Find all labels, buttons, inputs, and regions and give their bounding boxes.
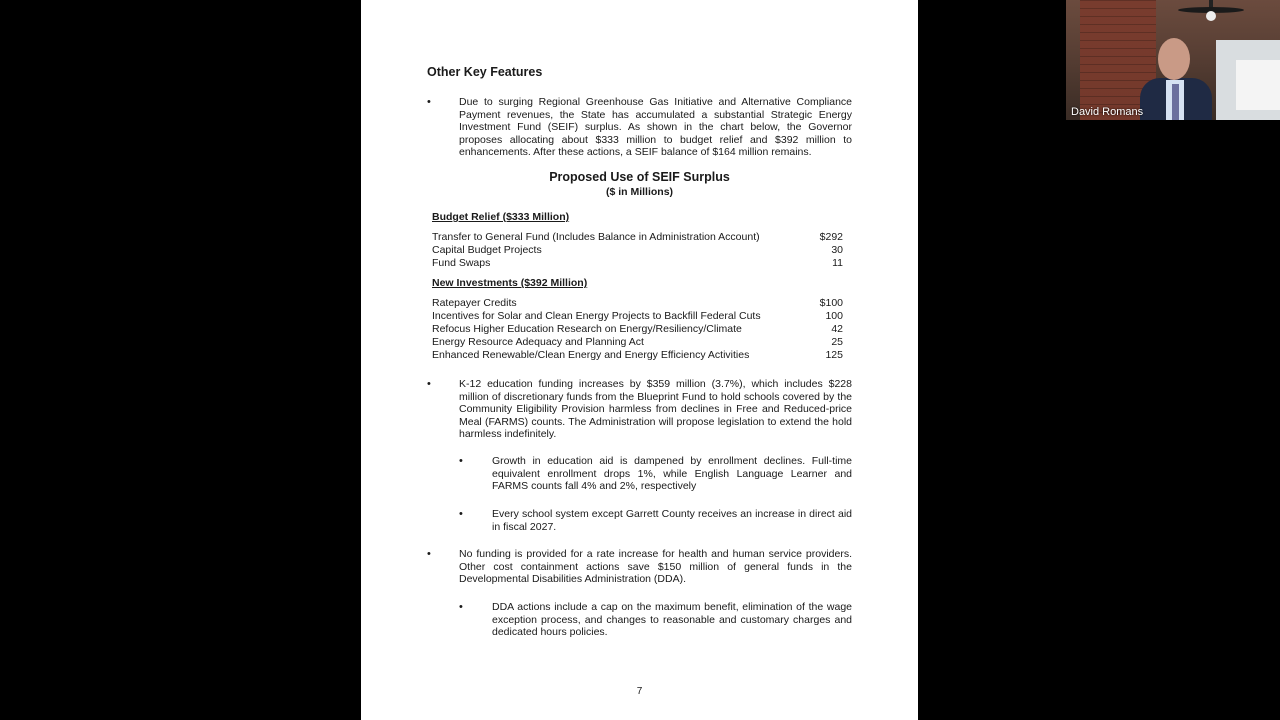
row-value: 25: [831, 336, 843, 348]
funding-paragraph: No funding is provided for a rate increase for health and human service providers. Other cost containment actions save $150 million of general funds in the Developmental Disabilities Administration (DDA).: [459, 548, 852, 586]
table-row: [432, 336, 843, 348]
participant-head: [1158, 38, 1190, 80]
participant-name: David Romans: [1071, 106, 1144, 118]
k12-sub-paragraph-1: Growth in education aid is dampened by enrollment declines. Full-time equivalent enrollment drops 1%, while English Language Learner and FARMS counts fall 4% and 2%, respectively: [492, 455, 852, 493]
row-label: Transfer to General Fund (Includes Balance in Administration Account): [432, 231, 760, 243]
bullet-marker: •: [427, 96, 431, 108]
row-value: 30: [831, 244, 843, 256]
row-value: $292: [819, 231, 843, 243]
bullet-marker: •: [459, 601, 463, 613]
row-value: 100: [825, 310, 843, 322]
seif-paragraph: Due to surging Regional Greenhouse Gas Initiative and Alternative Compliance Payment revenues, the State has accumulated a substantial Strategic Energy Investment Fund (SEIF) surplus. As shown in the chart below, the Governor proposes allocating about $333 million to budget relief and $392 million to enhancements. After these actions, a SEIF balance of $164 million remains.: [459, 96, 852, 159]
document-page: [361, 0, 918, 720]
table-row: [432, 257, 843, 269]
row-value: 42: [831, 323, 843, 335]
k12-sub-paragraph-2: Every school system except Garrett County receives an increase in direct aid in fiscal 2027.: [492, 508, 852, 533]
row-label: Incentives for Solar and Clean Energy Projects to Backfill Federal Cuts: [432, 310, 761, 322]
table-row: [432, 231, 843, 243]
new-investments-heading: New Investments ($392 Million): [432, 277, 588, 289]
page-number: 7: [636, 686, 643, 697]
row-label: Energy Resource Adequacy and Planning Act: [432, 336, 644, 348]
row-label: Ratepayer Credits: [432, 297, 517, 309]
bullet-marker: •: [459, 455, 463, 467]
row-value: 11: [832, 257, 843, 269]
participant-tie: [1172, 84, 1179, 120]
row-label: Enhanced Renewable/Clean Energy and Energy Efficiency Activities: [432, 349, 750, 361]
budget-relief-heading: Budget Relief ($333 Million): [432, 211, 570, 223]
bullet-marker: •: [427, 378, 431, 390]
table-title: Proposed Use of SEIF Surplus: [549, 170, 730, 184]
window-light: [1236, 60, 1280, 110]
row-value: $100: [819, 297, 843, 309]
ceiling-fan-icon: [1176, 0, 1246, 22]
bullet-marker: •: [427, 548, 431, 560]
row-label: Capital Budget Projects: [432, 244, 542, 256]
section-title: Other Key Features: [427, 65, 543, 79]
table-row: [432, 310, 843, 322]
dda-sub-paragraph: DDA actions include a cap on the maximum benefit, elimination of the wage exception process, and changes to reasonable and customary charges and dedicated hours policies.: [492, 601, 852, 639]
table-row: [432, 244, 843, 256]
row-label: Refocus Higher Education Research on Energy/Resiliency/Climate: [432, 323, 742, 335]
table-subtitle: ($ in Millions): [605, 186, 674, 198]
participant-video-tile[interactable]: [1066, 0, 1280, 120]
table-row: [432, 349, 843, 361]
table-row: [432, 297, 843, 309]
table-row: [432, 323, 843, 335]
row-value: 125: [825, 349, 843, 361]
bullet-marker: •: [459, 508, 463, 520]
row-label: Fund Swaps: [432, 257, 491, 269]
k12-paragraph: K-12 education funding increases by $359 million (3.7%), which includes $228 million of discretionary funds from the Blueprint Fund to hold schools covered by the Community Eligibility Provision harmless from declines in Free and Reduced-price Meal (FARMS) counts. The Administration will propose legislation to extend the hold harmless indefinitely.: [459, 378, 852, 441]
